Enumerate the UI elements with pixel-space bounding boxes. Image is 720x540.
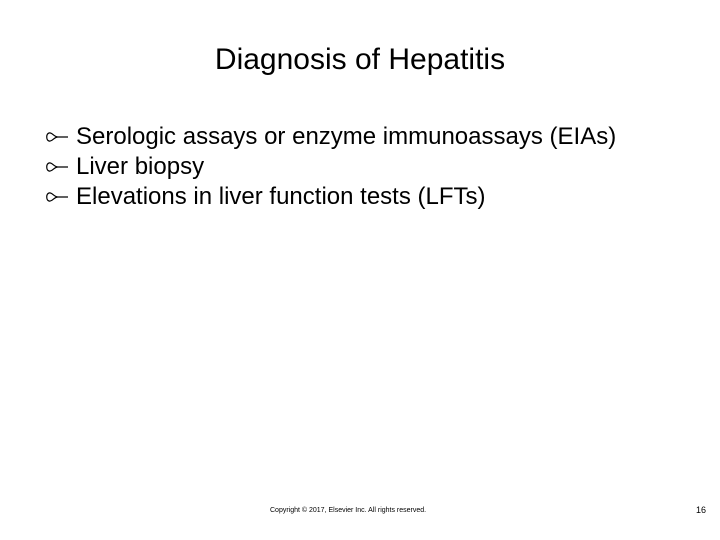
bullet-item <box>44 122 644 152</box>
bullet-list <box>44 122 644 212</box>
curl-bullet-icon <box>44 160 70 174</box>
copyright-footer: Copyright © 2017, Elsevier Inc. All rights reserved. <box>270 507 427 514</box>
bullet-text: Liver biopsy <box>76 153 205 180</box>
bullet-text: Serologic assays or enzyme immunoassays (EIAs) <box>76 123 617 150</box>
slide-title: Diagnosis of Hepatitis <box>214 43 506 76</box>
curl-bullet-icon <box>44 190 70 204</box>
bullet-item <box>44 182 644 212</box>
bullet-text: Elevations in liver function tests (LFTs) <box>76 183 486 210</box>
bullet-item <box>44 152 644 182</box>
curl-bullet-icon <box>44 130 70 144</box>
page-number: 16 <box>695 505 706 515</box>
